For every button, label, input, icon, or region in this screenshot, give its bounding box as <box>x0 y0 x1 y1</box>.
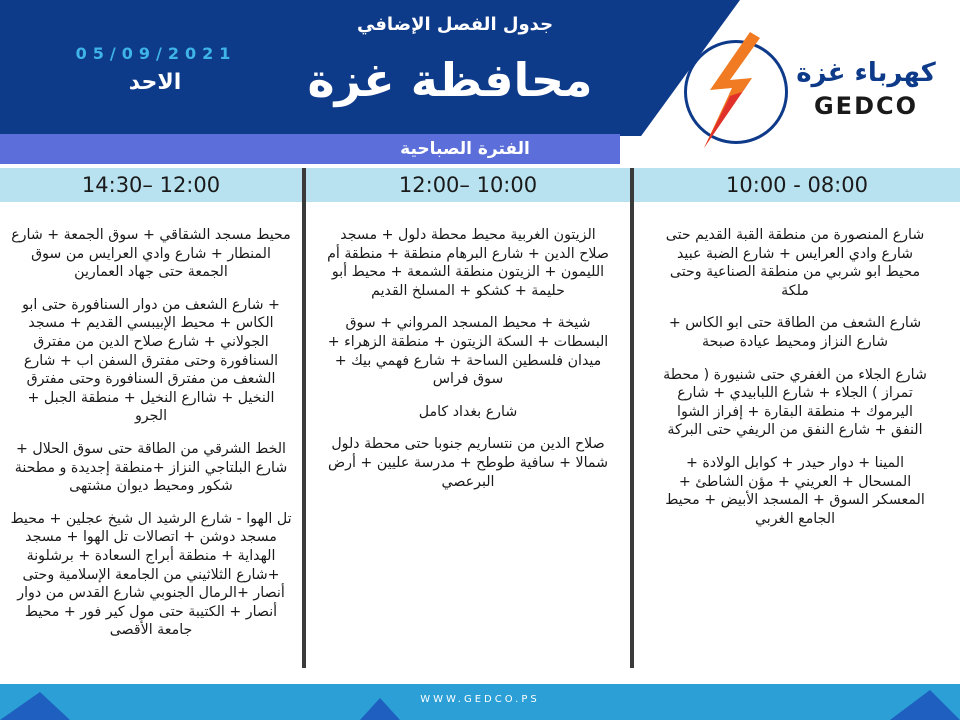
area-list-item: شارع الجلاء من الغفري حتى شنيورة ( محطة تمراز ) الجلاء + شارع اللبابيدي + شارع اليرموك + منطقة البقارة + إفراز الشوا النفق + شارع النفق من الريفي حتى البركة <box>663 366 927 439</box>
area-list-item: شارع المنصورة من منطقة القبة القديم حتى شارع وادي العرايس + شارع الضبة عبيد محيط ابو شربي من منطقة الصناعية وحتى ملكة <box>665 227 925 299</box>
column-divider <box>630 168 634 668</box>
area-list-item: شارع الشعف من الطاقة حتى ابو الكاس + شارع النزاز ومحيط عيادة صبحة <box>668 315 922 350</box>
column-areas-3 <box>10 226 292 654</box>
area-list-item: محيط مسجد الشقاقي + سوق الجمعة + شارع المنطار + شارع وادي العرايس من سوق الجمعة حتى جهاد العمارين <box>11 227 291 281</box>
period-label: الفترة الصباحية <box>400 139 530 159</box>
column-header-time-1: 10:00 - 08:00 <box>634 168 960 202</box>
area-list-item: تل الهوا - شارع الرشيد ال شيخ عجلين + محيط مسجد دوشن + اتصالات تل الهوا + مسجد الهداية + منطقة أبراج السعادة + برشلونة +شارع الثلاثيني من الجامعة الإسلامية وحتى أنصار +الرمال الجنوبي شارع القدس من دوار أنصار + الكتيبة حتى مول كير فور + محيط جامعة الأقصى <box>10 510 292 639</box>
area-list-item: صلاح الدين من نتساريم جنوبا حتى محطة دلول شمالا + سافية طوطح + مدرسة عليين + أرض البرعصي <box>327 436 609 490</box>
schedule-day: الاحد <box>128 70 182 95</box>
column-areas-1 <box>660 226 930 542</box>
area-list-item: شيخة + محيط المسجد المرواني + سوق البسطات + السكة الزيتون + منطقة الزهراء + ميدان فلسطين الساحة + شارع فهمي بيك + سوق فراس <box>327 315 609 388</box>
lightning-bolt-icon <box>690 30 780 150</box>
area-list-item: + شارع الشعف من دوار السنافورة حتى ابو الكاس + محيط الإبيبسي القديم + مسجد الجولاني + شارع صلاح الدين من مفترق السنافورة وحتى مفترق السفن اب + شارع الشعف من مفترق السنافورة وحتى مفترق النخيل + شاارع النخيل + منطقة الجبل + الجرو <box>22 296 280 425</box>
page-title: محافظة غزة <box>307 53 593 107</box>
column-header-time-2: 12:00– 10:00 <box>306 168 630 202</box>
area-list-item: الزيتون الغربية محيط محطة دلول + مسجد صلاح الدين + شارع البرهام منطقة + منطقة أم الليمون + الزيتون منطقة الشمعة + محيط أبو حليمة + كشكو + المسلخ القديم <box>327 227 609 299</box>
schedule-date: 05/09/2021 <box>75 44 237 63</box>
column-divider <box>302 168 306 668</box>
website-url[interactable]: WWW.GEDCO.PS <box>420 694 540 705</box>
area-list-item: شارع بغداد كامل <box>418 403 518 420</box>
schedule-subtitle: جدول الفصل الإضافي <box>356 14 554 35</box>
column-areas-2 <box>326 226 610 505</box>
logo-arabic-text: كهرباء غزة <box>796 58 936 88</box>
column-header-time-3: 14:30– 12:00 <box>0 168 302 202</box>
area-list-item: الخط الشرقي من الطاقة حتى سوق الحلال + شارع البلتاجي النزاز +منطقة إجديدة و مطحنة شكور ومحيط ديوان مشتهى <box>14 440 288 495</box>
area-list-item: المينا + دوار حيدر + كوابل الولادة + المسحال + العريني + مؤن الشاطئ + المعسكر السوق + المسجد الأبيض + محيط الجامع الغربي <box>665 454 925 527</box>
logo-english-text: GEDCO <box>813 92 919 120</box>
